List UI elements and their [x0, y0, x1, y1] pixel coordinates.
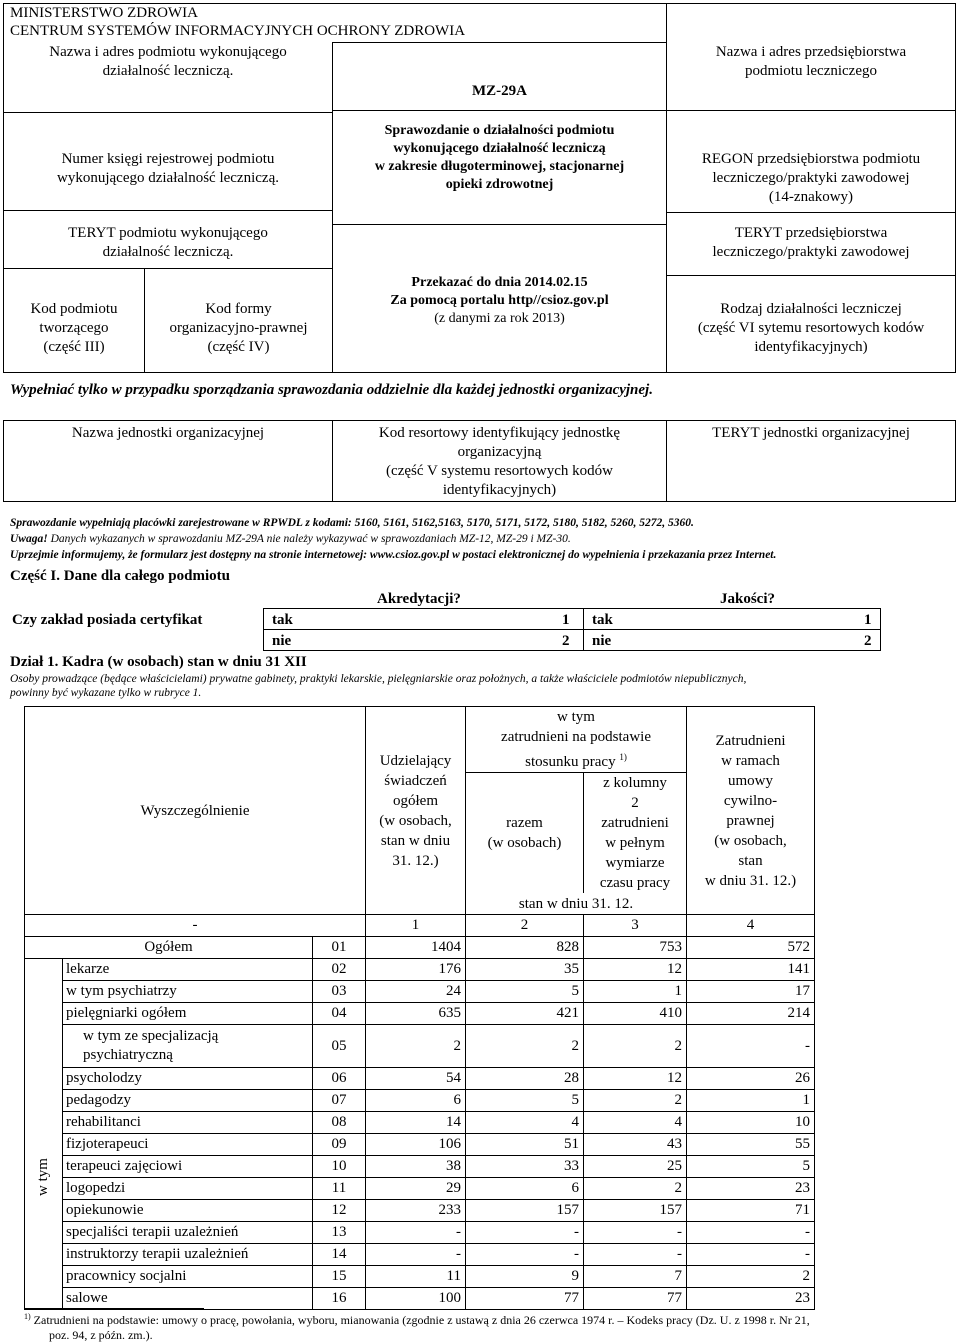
side-label: [25, 959, 63, 1310]
header-description: Wyszczególnienie: [25, 707, 366, 915]
row-code: 02: [313, 959, 366, 981]
cell-value[interactable]: 10: [687, 1112, 815, 1134]
row-name: pracownicy socjalni: [63, 1266, 313, 1288]
part1-title: Część I. Dane dla całego podmiotu: [10, 568, 230, 584]
cell-value[interactable]: 14: [366, 1112, 466, 1134]
row-name: pielęgniarki ogółem: [63, 1003, 313, 1025]
cell-value[interactable]: 51: [466, 1134, 584, 1156]
table-row: [25, 959, 815, 981]
row-name: rehabilitanci: [63, 1112, 313, 1134]
cell-value[interactable]: 29: [366, 1178, 466, 1200]
cell-value[interactable]: 828: [466, 937, 584, 959]
note-warning: Uwaga! Danych wykazanych w sprawozdaniu MZ-29A nie należy wykazywać w sprawozdaniach MZ-12, MZ-29 i MZ-30.: [10, 533, 571, 545]
cell-value[interactable]: 23: [687, 1288, 815, 1310]
cell-value[interactable]: 12: [584, 959, 687, 981]
cell-value[interactable]: 43: [584, 1134, 687, 1156]
row-code: 15: [313, 1266, 366, 1288]
cell-value[interactable]: 100: [366, 1288, 466, 1310]
cell-value[interactable]: 7: [584, 1266, 687, 1288]
header-col2: razem (w osobach): [466, 773, 584, 894]
accreditation-no[interactable]: nie: [272, 633, 292, 649]
column-number: 2: [466, 915, 584, 937]
cell-value[interactable]: 35: [466, 959, 584, 981]
row-name: instruktorzy terapii uzależnień: [63, 1244, 313, 1266]
table-row: [25, 1112, 815, 1134]
ministry-name: MINISTERSTWO ZDROWIA: [10, 5, 198, 21]
cell-value[interactable]: 635: [366, 1003, 466, 1025]
cell-value[interactable]: 1: [584, 981, 687, 1003]
row-code: 08: [313, 1112, 366, 1134]
staff-table: [24, 706, 815, 1310]
cell-value[interactable]: 5: [466, 1090, 584, 1112]
cell-value[interactable]: 2: [584, 1025, 687, 1068]
accreditation-yes-code: 1: [562, 612, 570, 628]
row-code: 13: [313, 1222, 366, 1244]
table-row: [25, 1222, 815, 1244]
note-online: Uprzejmie informujemy, że formularz jest dostępny na stronie internetowej: www.csioz.gov.pl w postaci elektronicznej do wypełnienia i przekazania przez Internet.: [10, 549, 777, 561]
accreditation-yes[interactable]: tak: [272, 612, 293, 628]
unit-teryt-label: TERYT jednostki organizacyjnej: [712, 425, 910, 441]
cell-value[interactable]: 106: [366, 1134, 466, 1156]
cell-value[interactable]: 33: [466, 1156, 584, 1178]
cell-value[interactable]: 23: [687, 1178, 815, 1200]
cell-value[interactable]: -: [366, 1222, 466, 1244]
quality-no-code: 2: [864, 633, 872, 649]
register-number-label: Numer księgi rejestrowej podmiotu wykonującego działalność leczniczą.: [57, 151, 279, 186]
footnote: $^{1)}$ Zatrudnieni na podstawie: umowy o pracę, powołania, wyboru, mianowania (zgodnie z ustawą z dnia 26 czerwca 1974 r. – Kodeks pracy (Dz. U. z 1998 r. Nr 21, poz. 94, z późn. zm.).: [24, 1312, 810, 1342]
cell-value[interactable]: -: [584, 1222, 687, 1244]
column-number: 1: [366, 915, 466, 937]
cell-value[interactable]: 157: [466, 1200, 584, 1222]
cell-value[interactable]: 9: [466, 1266, 584, 1288]
cell-value[interactable]: 77: [466, 1288, 584, 1310]
cell-value[interactable]: 17: [687, 981, 815, 1003]
row-code: 03: [313, 981, 366, 1003]
row-code: 09: [313, 1134, 366, 1156]
table-row-total: [25, 937, 815, 959]
header-date: stan w dniu 31. 12.: [466, 893, 687, 915]
cell-value[interactable]: 2: [687, 1266, 815, 1288]
row-name: pedagodzy: [63, 1090, 313, 1112]
teryt-enterprise-label: TERYT przedsiębiorstwa leczniczego/praktyki zawodowej: [712, 225, 910, 260]
cell-value[interactable]: -: [687, 1222, 815, 1244]
table-row: [25, 1068, 815, 1090]
column-number: 3: [584, 915, 687, 937]
section1-title: Dział 1. Kadra (w osobach) stan w dniu 31 XII: [10, 654, 307, 670]
table-row: [25, 1134, 815, 1156]
entity-name-label: Nazwa i adres podmiotu wykonującego działalność leczniczą.: [49, 44, 287, 79]
header-employed-group: w tym zatrudnieni na podstawie stosunku pracy $^{1)}$: [466, 707, 687, 773]
row-code: 10: [313, 1156, 366, 1178]
row-name: specjaliści terapii uzależnień: [63, 1222, 313, 1244]
cell-value[interactable]: 12: [584, 1068, 687, 1090]
table-row: [25, 1156, 815, 1178]
cell-value[interactable]: 2: [466, 1025, 584, 1068]
regon-label: REGON przedsiębiorstwa podmiotu leczniczego/praktyki zawodowej (14-znakowy): [701, 151, 921, 205]
cell-value[interactable]: 4: [584, 1112, 687, 1134]
cell-value[interactable]: 25: [584, 1156, 687, 1178]
table-row: [25, 1200, 815, 1222]
row-code: 12: [313, 1200, 366, 1222]
table-row: [25, 1266, 815, 1288]
row-code: 07: [313, 1090, 366, 1112]
cell-value[interactable]: 71: [687, 1200, 815, 1222]
row-name: Ogółem: [25, 937, 313, 959]
quality-label: Jakości?: [720, 591, 776, 607]
row-code: 01: [313, 937, 366, 959]
row-name: fizjoterapeuci: [63, 1134, 313, 1156]
header-col4: Zatrudnieni w ramach umowy cywilno- prawnej (w osobach, stan w dniu 31. 12.): [687, 707, 815, 915]
unit-code-label: Kod resortowy identyfikujący jednostkę organizacyjną (część V systemu resortowych kodów identyfikacyjnych): [378, 425, 621, 498]
cell-value[interactable]: 2: [584, 1178, 687, 1200]
certificate-question: Czy zakład posiada certyfikat: [12, 612, 203, 628]
activity-type-label: Rodzaj działalności leczniczej (część VI sytemu resortowych kodów identyfikacyjnych): [697, 301, 925, 355]
cell-value[interactable]: 5: [466, 981, 584, 1003]
form-code: MZ-29A: [472, 83, 527, 99]
table-row: [25, 1288, 815, 1310]
cell-value[interactable]: -: [584, 1244, 687, 1266]
side-label-text: w tym: [35, 1158, 51, 1196]
cell-value[interactable]: 6: [466, 1178, 584, 1200]
cell-value[interactable]: 55: [687, 1134, 815, 1156]
header-col1: Udzielający świadczeń ogółem (w osobach, stan w dniu 31. 12.): [366, 707, 466, 915]
cell-value[interactable]: 572: [687, 937, 815, 959]
cell-value[interactable]: 233: [366, 1200, 466, 1222]
cell-value[interactable]: 421: [466, 1003, 584, 1025]
table-row: [25, 1025, 815, 1068]
column-number-row: [25, 915, 815, 937]
submission-info: Przekazać do dnia 2014.02.15 Za pomocą portalu http//csioz.gov.pl (z danymi za rok 2013): [390, 275, 609, 326]
cell-value[interactable]: -: [366, 1244, 466, 1266]
legal-form-code-label: Kod formy organizacyjno-prawnej (część IV): [169, 301, 308, 355]
cell-value[interactable]: 214: [687, 1003, 815, 1025]
cell-value[interactable]: 2: [584, 1090, 687, 1112]
quality-no[interactable]: nie: [592, 633, 612, 649]
unit-fill-note: Wypełniać tylko w przypadku sporządzania sprawozdania oddzielnie dla każdej jednostki organizacyjnej.: [10, 382, 653, 398]
report-title: Sprawozdanie o działalności podmiotu wykonującego działalność leczniczą w zakresie długoterminowej, stacjonarnej opieki zdrowotnej: [374, 123, 625, 192]
row-code: 11: [313, 1178, 366, 1200]
row-code: 06: [313, 1068, 366, 1090]
row-name: salowe: [63, 1288, 313, 1310]
cell-value[interactable]: 1: [687, 1090, 815, 1112]
row-name: logopedzi: [63, 1178, 313, 1200]
cell-value[interactable]: 1404: [366, 937, 466, 959]
cell-value[interactable]: 141: [687, 959, 815, 981]
table-row: [25, 1178, 815, 1200]
cell-value[interactable]: 26: [687, 1068, 815, 1090]
row-name: lekarze: [63, 959, 313, 981]
cell-value[interactable]: -: [466, 1244, 584, 1266]
cell-value[interactable]: 2: [366, 1025, 466, 1068]
cell-value[interactable]: 4: [466, 1112, 584, 1134]
table-header-row: [25, 707, 815, 773]
header-col3: z kolumny 2 zatrudnieni w pełnym wymiarze czasu pracy: [584, 773, 687, 894]
row-name: opiekunowie: [63, 1200, 313, 1222]
accreditation-label: Akredytacji?: [377, 591, 461, 607]
cell-value[interactable]: 24: [366, 981, 466, 1003]
teryt-entity-label: TERYT podmiotu wykonującego działalność leczniczą.: [68, 225, 268, 260]
enterprise-name-label: Nazwa i adres przedsiębiorstwa podmiotu leczniczego: [715, 44, 907, 79]
founding-entity-code-label: Kod podmiotu tworzącego (część III): [30, 301, 118, 355]
quality-yes[interactable]: tak: [592, 612, 613, 628]
row-code: 14: [313, 1244, 366, 1266]
cell-value[interactable]: 11: [366, 1266, 466, 1288]
cell-value[interactable]: 6: [366, 1090, 466, 1112]
table-row: [25, 981, 815, 1003]
cell-value[interactable]: -: [466, 1222, 584, 1244]
accreditation-no-code: 2: [562, 633, 570, 649]
cell-value[interactable]: 28: [466, 1068, 584, 1090]
column-number: -: [25, 915, 366, 937]
cell-value[interactable]: 5: [687, 1156, 815, 1178]
cell-value[interactable]: 54: [366, 1068, 466, 1090]
center-name: CENTRUM SYSTEMÓW INFORMACYJNYCH OCHRONY ZDROWIA: [10, 23, 466, 39]
unit-name-label: Nazwa jednostki organizacyjnej: [71, 425, 265, 441]
row-name: w tym ze specjalizacją psychiatryczną: [63, 1025, 313, 1068]
note-rpwdl: Sprawozdanie wypełniają placówki zarejestrowane w RPWDL z kodami: 5160, 5161, 5162,5163, 5170, 5171, 5172, 5180, 5182, 5260, 5272, 5360.: [10, 517, 694, 529]
cell-value[interactable]: 176: [366, 959, 466, 981]
table-row: [25, 1244, 815, 1266]
table-row: [25, 1003, 815, 1025]
column-number: 4: [687, 915, 815, 937]
row-name: w tym psychiatrzy: [63, 981, 313, 1003]
cell-value[interactable]: 157: [584, 1200, 687, 1222]
quality-yes-code: 1: [864, 612, 872, 628]
row-code: 16: [313, 1288, 366, 1310]
cell-value[interactable]: 753: [584, 937, 687, 959]
cell-value[interactable]: 77: [584, 1288, 687, 1310]
cell-value[interactable]: 410: [584, 1003, 687, 1025]
row-name: psycholodzy: [63, 1068, 313, 1090]
section1-description: Osoby prowadzące (będące właścicielami) prywatne gabinety, praktyki lekarskie, pielęgniarskie oraz położnych, a także właściciele podmiotów niepublicznych, powinny być wykazane tylko w rubryce 1.: [10, 673, 747, 699]
row-code: 05: [313, 1025, 366, 1068]
cell-value[interactable]: -: [687, 1244, 815, 1266]
row-code: 04: [313, 1003, 366, 1025]
row-name: terapeuci zajęciowi: [63, 1156, 313, 1178]
cell-value[interactable]: -: [687, 1025, 815, 1068]
cell-value[interactable]: 38: [366, 1156, 466, 1178]
table-row: [25, 1090, 815, 1112]
